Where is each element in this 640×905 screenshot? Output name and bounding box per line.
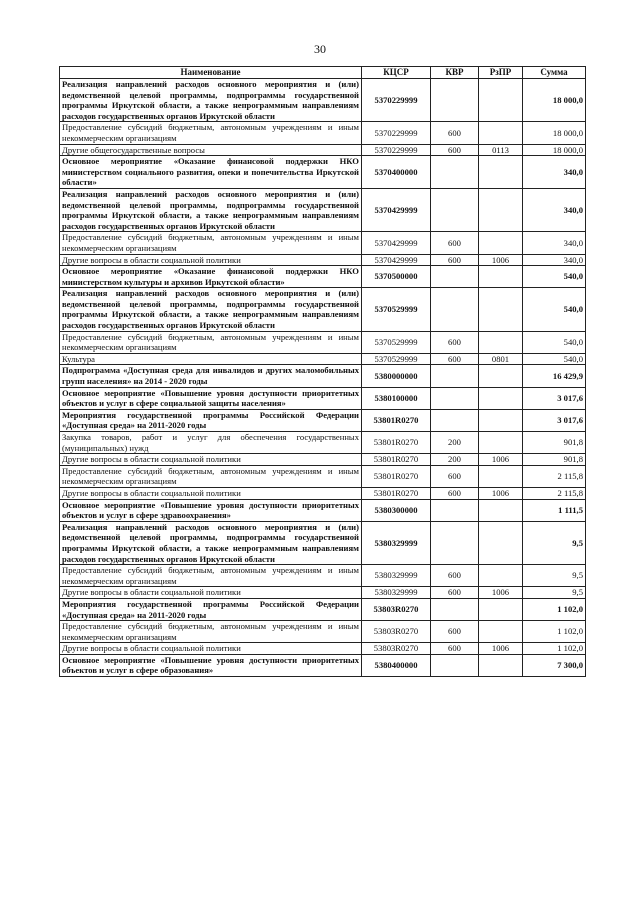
table-row: [60, 365, 586, 387]
cell-kcsr: 5380329999: [362, 521, 431, 564]
table-row: [60, 288, 586, 331]
cell-name: Реализация направлений расходов основного мероприятия и (или) ведомственной целевой программы, подпрограммы государственной программы Иркутской области, а также непрограммным направлениям расходов государственных органов Иркутской области: [60, 188, 362, 231]
cell-kcsr: 5370229999: [362, 122, 431, 144]
cell-kcsr: 5380329999: [362, 587, 431, 599]
cell-rzpr: [479, 232, 523, 254]
cell-sum: 340,0: [523, 188, 586, 231]
cell-sum: 540,0: [523, 331, 586, 353]
cell-kvr: 600: [431, 487, 479, 499]
cell-sum: 901,8: [523, 454, 586, 466]
cell-name: Реализация направлений расходов основного мероприятия и (или) ведомственной целевой программы, подпрограммы государственной программы Иркутской области, а также непрограммным направлениям расходов государственных органов Иркутской области: [60, 521, 362, 564]
cell-kcsr: 53801R0270: [362, 465, 431, 487]
cell-kcsr: 5370429999: [362, 232, 431, 254]
cell-sum: 9,5: [523, 565, 586, 587]
table-body: [60, 79, 586, 677]
cell-kvr: 200: [431, 432, 479, 454]
cell-kvr: 200: [431, 454, 479, 466]
column-header-kcsr: КЦСР: [362, 67, 431, 79]
cell-kcsr: 53801R0270: [362, 409, 431, 431]
cell-sum: 16 429,9: [523, 365, 586, 387]
cell-sum: 901,8: [523, 432, 586, 454]
cell-kcsr: 53801R0270: [362, 432, 431, 454]
table-row: [60, 156, 586, 189]
cell-rzpr: 0801: [479, 353, 523, 365]
cell-sum: 18 000,0: [523, 79, 586, 122]
cell-kvr: [431, 499, 479, 521]
cell-kvr: [431, 188, 479, 231]
cell-name: Предоставление субсидий бюджетным, автономным учреждениям и иным некоммерческим организациям: [60, 232, 362, 254]
cell-kcsr: 53801R0270: [362, 454, 431, 466]
cell-kvr: [431, 266, 479, 288]
table-row: [60, 643, 586, 655]
column-header-sum: Сумма: [523, 67, 586, 79]
cell-kcsr: 5380100000: [362, 387, 431, 409]
cell-rzpr: [479, 621, 523, 643]
cell-kvr: [431, 598, 479, 620]
table-row: [60, 266, 586, 288]
table-row: [60, 79, 586, 122]
cell-rzpr: [479, 521, 523, 564]
cell-rzpr: [479, 331, 523, 353]
budget-table: [59, 66, 586, 677]
table-row: [60, 565, 586, 587]
cell-rzpr: [479, 654, 523, 676]
table-row: [60, 432, 586, 454]
cell-kcsr: 5370529999: [362, 353, 431, 365]
cell-kvr: [431, 387, 479, 409]
cell-rzpr: 1006: [479, 254, 523, 266]
cell-name: Предоставление субсидий бюджетным, автономным учреждениям и иным некоммерческим организациям: [60, 621, 362, 643]
cell-kcsr: 5380000000: [362, 365, 431, 387]
cell-kvr: [431, 654, 479, 676]
cell-kcsr: 5370400000: [362, 156, 431, 189]
table-row: [60, 587, 586, 599]
cell-name: Подпрограмма «Доступная среда для инвалидов и других маломобильных групп населения» на 2014 - 2020 годы: [60, 365, 362, 387]
cell-name: Основное мероприятие «Повышение уровня доступности приоритетных объектов и услуг в сфере здравоохранения»: [60, 499, 362, 521]
table-row: [60, 598, 586, 620]
cell-kvr: 600: [431, 465, 479, 487]
cell-rzpr: [479, 122, 523, 144]
cell-name: Мероприятия государственной программы Российской Федерации «Доступная среда» на 2011-2020 годы: [60, 598, 362, 620]
table-header-row: [60, 67, 586, 79]
cell-sum: 1 111,5: [523, 499, 586, 521]
cell-name: Реализация направлений расходов основного мероприятия и (или) ведомственной целевой программы, подпрограммы государственной программы Иркутской области, а также непрограммным направлениям расходов государственных органов Иркутской области: [60, 288, 362, 331]
cell-kcsr: 5380300000: [362, 499, 431, 521]
cell-rzpr: [479, 387, 523, 409]
cell-kcsr: 53803R0270: [362, 643, 431, 655]
cell-name: Другие вопросы в области социальной политики: [60, 454, 362, 466]
cell-rzpr: [479, 288, 523, 331]
cell-kvr: 600: [431, 331, 479, 353]
cell-sum: 540,0: [523, 288, 586, 331]
cell-name: Другие общегосударственные вопросы: [60, 144, 362, 156]
table-row: [60, 654, 586, 676]
cell-sum: 9,5: [523, 521, 586, 564]
cell-kvr: [431, 288, 479, 331]
cell-rzpr: [479, 266, 523, 288]
cell-sum: 18 000,0: [523, 144, 586, 156]
cell-name: Предоставление субсидий бюджетным, автономным учреждениям и иным некоммерческим организациям: [60, 565, 362, 587]
table-row: [60, 387, 586, 409]
cell-name: Культура: [60, 353, 362, 365]
table-row: [60, 487, 586, 499]
cell-kcsr: 5370229999: [362, 79, 431, 122]
cell-sum: 340,0: [523, 254, 586, 266]
cell-rzpr: 1006: [479, 454, 523, 466]
cell-rzpr: [479, 499, 523, 521]
cell-sum: 1 102,0: [523, 621, 586, 643]
cell-name: Предоставление субсидий бюджетным, автономным учреждениям и иным некоммерческим организациям: [60, 122, 362, 144]
cell-name: Закупка товаров, работ и услуг для обеспечения государственных (муниципальных) нужд: [60, 432, 362, 454]
table-row: [60, 122, 586, 144]
cell-name: Реализация направлений расходов основного мероприятия и (или) ведомственной целевой программы, подпрограммы государственной программы Иркутской области, а также непрограммным направлениям расходов государственных органов Иркутской области: [60, 79, 362, 122]
cell-kcsr: 5370429999: [362, 254, 431, 266]
cell-sum: 2 115,8: [523, 487, 586, 499]
cell-name: Предоставление субсидий бюджетным, автономным учреждениям и иным некоммерческим организациям: [60, 331, 362, 353]
cell-kcsr: 53801R0270: [362, 487, 431, 499]
cell-rzpr: [479, 365, 523, 387]
cell-sum: 1 102,0: [523, 598, 586, 620]
cell-kcsr: 53803R0270: [362, 621, 431, 643]
cell-rzpr: [479, 188, 523, 231]
table-row: [60, 353, 586, 365]
column-header-rzpr: РзПР: [479, 67, 523, 79]
cell-kvr: [431, 365, 479, 387]
cell-kvr: [431, 79, 479, 122]
cell-name: Основное мероприятие «Повышение уровня доступности приоритетных объектов и услуг в сфере социальной защиты населения»: [60, 387, 362, 409]
cell-rzpr: [479, 156, 523, 189]
cell-rzpr: 1006: [479, 643, 523, 655]
cell-kcsr: 5370529999: [362, 331, 431, 353]
cell-rzpr: [479, 598, 523, 620]
cell-name: Мероприятия государственной программы Российской Федерации «Доступная среда» на 2011-2020 годы: [60, 409, 362, 431]
page-number: 30: [314, 42, 326, 56]
table-row: [60, 621, 586, 643]
table-row: [60, 188, 586, 231]
cell-name: Другие вопросы в области социальной политики: [60, 254, 362, 266]
cell-sum: 9,5: [523, 587, 586, 599]
cell-rzpr: [479, 409, 523, 431]
cell-kvr: 600: [431, 144, 479, 156]
cell-sum: 540,0: [523, 266, 586, 288]
cell-kvr: [431, 156, 479, 189]
cell-kvr: 600: [431, 232, 479, 254]
cell-kcsr: 5370500000: [362, 266, 431, 288]
cell-name: Другие вопросы в области социальной политики: [60, 487, 362, 499]
cell-kcsr: 5370229999: [362, 144, 431, 156]
cell-kvr: 600: [431, 565, 479, 587]
table-row: [60, 232, 586, 254]
cell-sum: 1 102,0: [523, 643, 586, 655]
cell-sum: 3 017,6: [523, 387, 586, 409]
column-header-kvr: КВР: [431, 67, 479, 79]
cell-kvr: 600: [431, 643, 479, 655]
cell-kcsr: 5380400000: [362, 654, 431, 676]
cell-kvr: [431, 409, 479, 431]
cell-name: Основное мероприятие «Оказание финансовой поддержки НКО министерством культуры и архивов Иркутской области»: [60, 266, 362, 288]
table-row: [60, 409, 586, 431]
cell-kcsr: 5370429999: [362, 188, 431, 231]
cell-kvr: 600: [431, 122, 479, 144]
cell-sum: 340,0: [523, 232, 586, 254]
cell-name: Основное мероприятие «Повышение уровня доступности приоритетных объектов и услуг в сфере образования»: [60, 654, 362, 676]
cell-kvr: 600: [431, 621, 479, 643]
cell-sum: 2 115,8: [523, 465, 586, 487]
cell-rzpr: 1006: [479, 587, 523, 599]
table-row: [60, 499, 586, 521]
cell-sum: 7 300,0: [523, 654, 586, 676]
cell-rzpr: 0113: [479, 144, 523, 156]
cell-rzpr: [479, 465, 523, 487]
cell-rzpr: [479, 79, 523, 122]
table-row: [60, 254, 586, 266]
cell-sum: 540,0: [523, 353, 586, 365]
cell-kcsr: 5370529999: [362, 288, 431, 331]
cell-name: Основное мероприятие «Оказание финансовой поддержки НКО министерством социального развития, опеки и попечительства Иркутской области»: [60, 156, 362, 189]
cell-name: Предоставление субсидий бюджетным, автономным учреждениям и иным некоммерческим организациям: [60, 465, 362, 487]
table-row: [60, 465, 586, 487]
cell-sum: 18 000,0: [523, 122, 586, 144]
cell-kcsr: 53803R0270: [362, 598, 431, 620]
cell-name: Другие вопросы в области социальной политики: [60, 587, 362, 599]
cell-kvr: [431, 521, 479, 564]
cell-sum: 340,0: [523, 156, 586, 189]
table-row: [60, 454, 586, 466]
cell-rzpr: [479, 432, 523, 454]
table-row: [60, 144, 586, 156]
cell-kvr: 600: [431, 353, 479, 365]
cell-name: Другие вопросы в области социальной политики: [60, 643, 362, 655]
cell-sum: 3 017,6: [523, 409, 586, 431]
cell-kvr: 600: [431, 587, 479, 599]
cell-rzpr: 1006: [479, 487, 523, 499]
column-header-name: Наименование: [60, 67, 362, 79]
cell-rzpr: [479, 565, 523, 587]
table-row: [60, 521, 586, 564]
table-row: [60, 331, 586, 353]
cell-kvr: 600: [431, 254, 479, 266]
cell-kcsr: 5380329999: [362, 565, 431, 587]
